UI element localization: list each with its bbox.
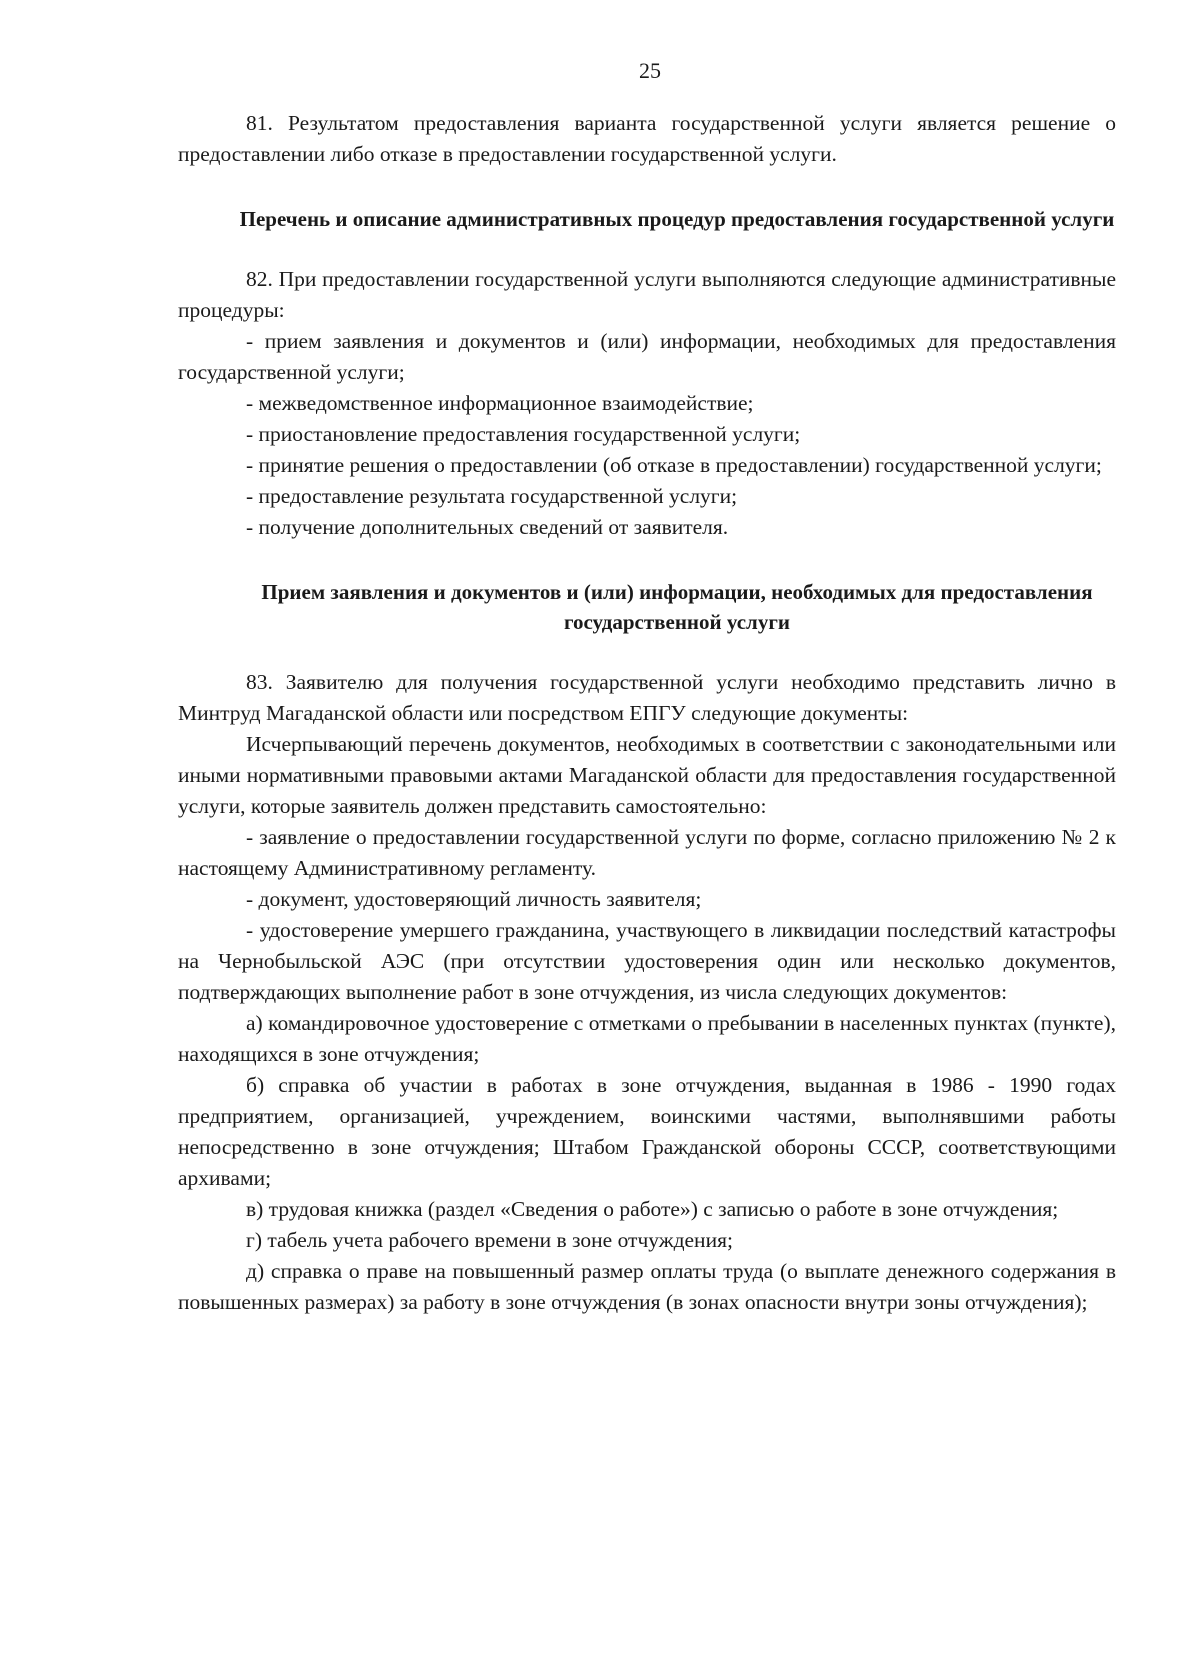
spacer bbox=[178, 543, 1116, 577]
list-item-procedure-2: - межведомственное информационное взаимодействие; bbox=[246, 391, 754, 415]
paragraph-83: 83. Заявителю для получения государственной услуги необходимо представить лично в Минтруд Магаданской области или посредством ЕПГУ следующие документы: bbox=[178, 670, 1116, 725]
spacer bbox=[178, 170, 1116, 204]
paragraph-document-list-intro: Исчерпывающий перечень документов, необходимых в соответствии с законодательными или иными нормативными правовыми актами Магаданской области для предоставления государственной услуги, которые заявитель должен представить самостоятельно: bbox=[178, 732, 1116, 818]
list-item-subdoc-b: б) справка об участии в работах в зоне отчуждения, выданная в 1986 - 1990 годах предприятием, организацией, учреждением, воинскими частями, выполнявшими работы непосредственно в зоне отчуждения; Штабом Гражданской обороны СССР, соответствующими архивами; bbox=[178, 1073, 1116, 1190]
list-item-procedure-3: - приостановление предоставления государственной услуги; bbox=[246, 422, 801, 446]
paragraph-81: 81. Результатом предоставления варианта государственной услуги является решение о предоставлении либо отказе в предоставлении государственной услуги. bbox=[178, 111, 1116, 166]
list-item-subdoc-v: в) трудовая книжка (раздел «Сведения о работе») с записью о работе в зоне отчуждения; bbox=[246, 1197, 1059, 1221]
list-item-procedure-5: - предоставление результата государственной услуги; bbox=[246, 484, 738, 508]
list-item-document-application: - заявление о предоставлении государственной услуги по форме, согласно приложению № 2 к настоящему Административному регламенту. bbox=[178, 825, 1116, 880]
list-item-document-certificate: - удостоверение умершего гражданина, участвующего в ликвидации последствий катастрофы на Чернобыльской АЭС (при отсутствии удостоверения один или несколько документов, подтверждающих выполнение работ в зоне отчуждения, из числа следующих документов: bbox=[178, 918, 1116, 1004]
section-heading-procedures: Перечень и описание административных процедур предоставления государственной услуги bbox=[239, 207, 1115, 231]
list-item-procedure-6: - получение дополнительных сведений от заявителя. bbox=[246, 515, 729, 539]
list-item-document-identity: - документ, удостоверяющий личность заявителя; bbox=[246, 887, 702, 911]
list-item-procedure-4: - принятие решения о предоставлении (об отказе в предоставлении) государственной услуги; bbox=[246, 453, 1102, 477]
section-heading-application: Прием заявления и документов и (или) информации, необходимых для предоставления государственной услуги bbox=[261, 580, 1093, 634]
list-item-subdoc-d: д) справка о праве на повышенный размер оплаты труда (о выплате денежного содержания в повышенных размерах) за работу в зоне отчуждения (в зонах опасности внутри зоны отчуждения); bbox=[178, 1259, 1116, 1314]
paragraph-82: 82. При предоставлении государственной услуги выполняются следующие административные процедуры: bbox=[178, 267, 1116, 322]
list-item-subdoc-g: г) табель учета рабочего времени в зоне отчуждения; bbox=[246, 1228, 733, 1252]
spacer bbox=[178, 234, 1116, 264]
page-number: 25 bbox=[639, 58, 661, 83]
document-body bbox=[178, 108, 1116, 1318]
list-item-procedure-1: - прием заявления и документов и (или) информации, необходимых для предоставления государственной услуги; bbox=[178, 329, 1116, 384]
list-item-subdoc-a: а) командировочное удостоверение с отметками о пребывании в населенных пунктах (пункте), находящихся в зоне отчуждения; bbox=[178, 1011, 1116, 1066]
spacer bbox=[178, 637, 1116, 667]
